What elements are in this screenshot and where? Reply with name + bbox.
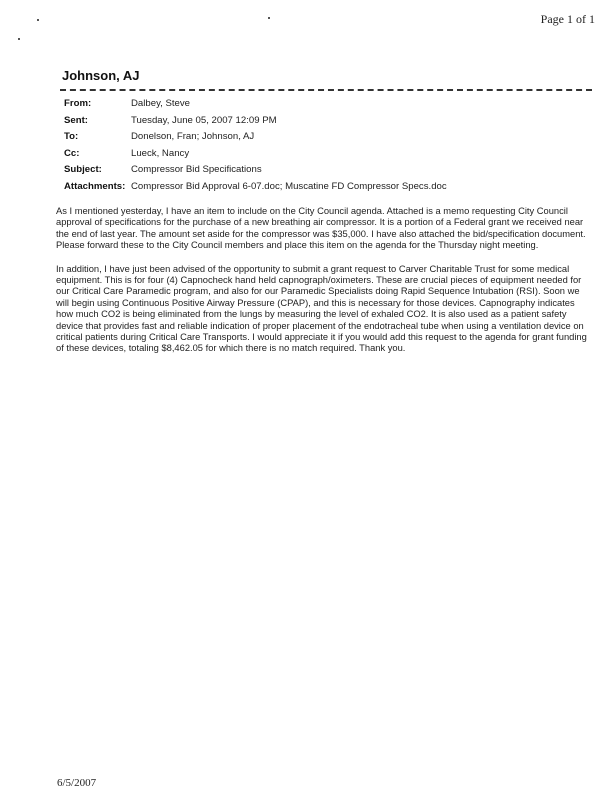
header-row-attachments bbox=[64, 179, 604, 196]
cc-label: Cc: bbox=[64, 147, 80, 159]
mailbox-owner-name: Johnson, AJ bbox=[62, 68, 140, 83]
scan-speck bbox=[37, 19, 39, 21]
subject-label: Subject: bbox=[64, 164, 102, 175]
to-label: To: bbox=[64, 131, 79, 142]
cc-value: Lueck, Nancy bbox=[131, 147, 190, 159]
header-row-cc bbox=[64, 146, 604, 163]
scan-speck bbox=[268, 17, 270, 19]
sent-value: Tuesday, June 05, 2007 12:09 PM bbox=[131, 114, 277, 126]
subject-value: Compressor Bid Specifications bbox=[131, 164, 262, 175]
scan-speck bbox=[18, 38, 20, 40]
header-row-sent bbox=[64, 113, 604, 130]
from-value: Dalbey, Steve bbox=[131, 98, 191, 109]
header-row-from bbox=[64, 96, 604, 113]
body-paragraph: In addition, I have just been advised of the opportunity to submit a grant request to Carver Charitable Trust for some medical equipment. This is for four (4) Capnocheck hand held capnograph/oximeters. These are crucial pieces of equipment needed for our Critical Care Paramedic program, and also for our Paramedic Specialists doing Rapid Sequence Intubation (RSI). Soon we will begin using Continuous Positive Airway Pressure (CPAP), and this is necessary for those devices. Capnography indicates how much CO2 is being eliminated from the lungs by measuring the level of exhaled CO2. It is also used as a patient safety device that provides fast and reliable indication of proper placement of the endotracheal tube when using a ventilation device on critical patients during Critical Care Transports. I would appreciate it if you would add this request to the agenda for grant funding of these devices, totaling $8,462.05 for which there is no match required. Thank you. bbox=[56, 263, 587, 354]
sent-label: Sent: bbox=[64, 114, 88, 126]
attachments-label: Attachments: bbox=[64, 180, 126, 192]
header-row-to bbox=[64, 129, 604, 146]
attachments-value: Compressor Bid Approval 6-07.doc; Muscatine FD Compressor Specs.doc bbox=[131, 180, 447, 192]
to-value: Donelson, Fran; Johnson, AJ bbox=[131, 131, 255, 142]
print-date: 6/5/2007 bbox=[57, 777, 97, 789]
from-label: From: bbox=[64, 98, 92, 109]
page-number-label: Page 1 of 1 bbox=[540, 12, 595, 26]
email-body bbox=[56, 206, 594, 367]
email-headers bbox=[64, 96, 604, 195]
header-row-subject bbox=[64, 162, 604, 179]
body-paragraph: As I mentioned yesterday, I have an item to include on the City Council agenda. Attached is a memo requesting City Council approval of specifications for the purchase of a new breathing air compressor. It is a portion of a Federal grant we received near the end of last year. The amount set aside for the compressor was $35,000. I have also attached the bid/specification document. Please forward these to the City Council members and place this item on the agenda for the Thursday night meeting. bbox=[56, 206, 586, 251]
header-divider bbox=[60, 89, 592, 91]
